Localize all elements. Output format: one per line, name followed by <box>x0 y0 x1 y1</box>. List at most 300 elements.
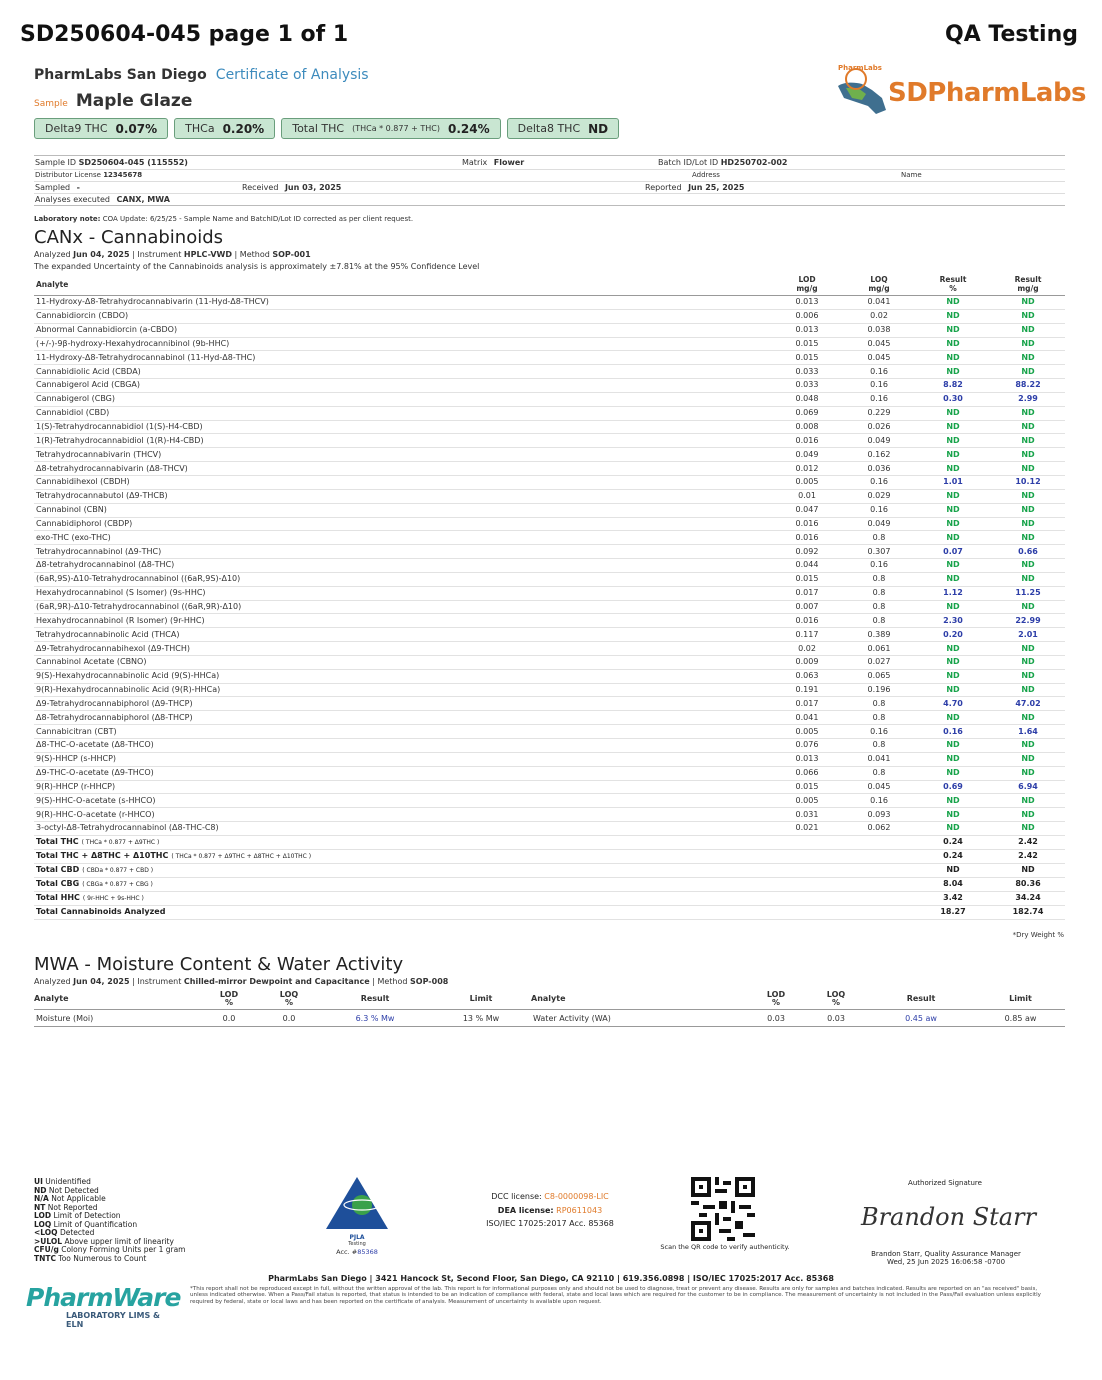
analyte-name: Cannabidihexol (CBDH) <box>34 475 771 489</box>
analyte-lod: 0.066 <box>771 766 843 780</box>
analyte-lod: 0.016 <box>771 531 843 545</box>
total-lod <box>771 905 843 919</box>
distributor <box>35 171 142 179</box>
analyte-name: 9(S)-HHC-O-acetate (s-HHCO) <box>34 794 771 808</box>
water-activity-name: Water Activity (WA) <box>531 1010 746 1027</box>
col-lod-label: LOD <box>798 275 816 284</box>
mwa-title: MWA - Moisture Content & Water Activity <box>34 954 404 975</box>
water-activity-result: 0.45 aw <box>866 1010 976 1027</box>
received <box>242 183 341 192</box>
col-result-unit: % <box>949 284 957 293</box>
result-mg: ND <box>991 462 1065 476</box>
result-mg: ND <box>991 794 1065 808</box>
table-row <box>34 725 1065 739</box>
result-mg: 6.94 <box>991 780 1065 794</box>
col-loq <box>843 273 915 296</box>
sample-id-value: SD250604-045 (115552) <box>78 158 188 167</box>
analyte-loq: 0.062 <box>843 822 915 836</box>
table-row <box>34 392 1065 406</box>
table-row <box>34 739 1065 753</box>
total-lod <box>771 891 843 905</box>
badge-label: Delta8 THC <box>517 122 581 135</box>
result-mg: 2.01 <box>991 628 1065 642</box>
analyte-loq: 0.307 <box>843 545 915 559</box>
legend-abbr: N/A <box>34 1194 49 1203</box>
analyte-lod: 0.005 <box>771 794 843 808</box>
total-formula: ( CBDa * 0.877 + CBD ) <box>82 866 154 874</box>
result-pct: ND <box>915 448 991 462</box>
result-mg: ND <box>991 323 1065 337</box>
col-limit: Limit <box>976 989 1065 1010</box>
total-mg: ND <box>991 863 1065 877</box>
analyte-loq: 0.8 <box>843 711 915 725</box>
analyte-lod: 0.017 <box>771 586 843 600</box>
result-mg: 11.25 <box>991 586 1065 600</box>
table-row <box>34 752 1065 766</box>
pjla-acc-value: 85368 <box>357 1248 378 1256</box>
analyte-lod: 0.015 <box>771 780 843 794</box>
pjla-name: PJLA <box>349 1234 365 1241</box>
analyte-name: 9(S)-HHCP (s-HHCP) <box>34 752 771 766</box>
table-row <box>34 351 1065 365</box>
result-mg: ND <box>991 337 1065 351</box>
analyte-name: (+/-)-9β-hydroxy-Hexahydrocannibinol (9b-HHC) <box>34 337 771 351</box>
legend-abbr: LOD <box>34 1211 52 1220</box>
total-pct: 0.24 <box>915 849 991 863</box>
col-loq <box>259 989 319 1010</box>
dry-weight-note: *Dry Weight % <box>1012 931 1064 939</box>
result-pct: ND <box>915 808 991 822</box>
table-row <box>34 683 1065 697</box>
table-row <box>34 711 1065 725</box>
total-label: Total THC <box>36 836 79 846</box>
analyte-loq: 0.038 <box>843 323 915 337</box>
analyte-lod: 0.016 <box>771 517 843 531</box>
total-lod <box>771 877 843 891</box>
sample-name: Maple Glaze <box>75 91 193 111</box>
analyte-name: Δ9-Tetrahydrocannabihexol (Δ9-THCH) <box>34 642 771 656</box>
total-formula: ( 9r-HHC + 9s-HHC ) <box>82 894 144 902</box>
analyte-lod: 0.033 <box>771 365 843 379</box>
table-header-row <box>34 273 1065 296</box>
total-loq <box>843 849 915 863</box>
result-mg: ND <box>991 766 1065 780</box>
result-pct: ND <box>915 434 991 448</box>
footer-disclaimer: *This report shall not be reproduced except in full, without the written approval of the lab. This report is for informational purposes only and should not be used to diagnose, treat or prevent any disease. Results are only for samples and batches indicated. Results are reported on an "as received" basis, unless indicated otherwise. When a Pass/Fail status is reported, that status is intended to be an indication of compliance with federal, state and local laws which are required for the customer to be in compliance. The measurement of uncertainty is not included in the Pass/Fail evaluation unless explicitly required by federal, state or local laws and has been reported on the certificate of analysis. Measurement of uncertainty is available upon request. <box>190 1286 1041 1305</box>
result-mg: ND <box>991 600 1065 614</box>
col-result-label: Result <box>1014 275 1042 284</box>
result-mg: ND <box>991 309 1065 323</box>
analyte-lod: 0.007 <box>771 600 843 614</box>
legend-text: Limit of Quantification <box>53 1219 138 1229</box>
result-mg: ND <box>991 559 1065 573</box>
analyte-loq: 0.16 <box>843 559 915 573</box>
total-label: Total CBD <box>36 864 80 874</box>
analyte-loq: 0.049 <box>843 517 915 531</box>
table-row <box>34 517 1065 531</box>
result-pct: ND <box>915 559 991 573</box>
analyte-name: 11-Hydroxy-Δ8-Tetrahydrocannabivarin (11-Hyd-Δ8-THCV) <box>34 296 771 310</box>
analyte-name: Cannabinol Acetate (CBNO) <box>34 655 771 669</box>
table-row <box>34 434 1065 448</box>
analyte-loq: 0.02 <box>843 309 915 323</box>
legend-text: Not Reported <box>47 1202 98 1212</box>
legend-abbr: ND <box>34 1185 47 1195</box>
table-row <box>34 531 1065 545</box>
legend-abbr: CFU/g <box>34 1245 59 1254</box>
table-row <box>34 365 1065 379</box>
col-loq-label: LOQ <box>279 990 299 999</box>
method-label: Method <box>377 977 408 986</box>
total-formula: ( THCa * 0.877 + Δ9THC + Δ8THC + Δ10THC ) <box>171 852 312 860</box>
analyte-loq: 0.036 <box>843 462 915 476</box>
batch-value: HD250702-002 <box>720 158 788 167</box>
result-mg: 88.22 <box>991 379 1065 393</box>
method-value: SOP-001 <box>272 250 311 259</box>
analyte-lod: 0.117 <box>771 628 843 642</box>
analyte-name: 9(R)-HHCP (r-HHCP) <box>34 780 771 794</box>
total-mg: 34.24 <box>991 891 1065 905</box>
cannabinoids-table <box>34 273 1065 920</box>
result-mg: ND <box>991 531 1065 545</box>
analyte-loq: 0.045 <box>843 337 915 351</box>
legend-abbr: <LOQ <box>34 1228 58 1237</box>
result-mg: ND <box>991 808 1065 822</box>
distributor-label: Distributor License <box>35 171 101 179</box>
sampled-label: Sampled <box>35 183 71 192</box>
analyte-lod: 0.021 <box>771 822 843 836</box>
batch-id <box>658 158 787 167</box>
moisture-limit: 13 % Mw <box>431 1010 531 1027</box>
col-loq-label: LOQ <box>826 990 846 999</box>
total-pct: 8.04 <box>915 877 991 891</box>
legend-text: Colony Forming Units per 1 gram <box>61 1245 186 1254</box>
col-lod-unit: % <box>224 998 233 1007</box>
result-pct: ND <box>915 655 991 669</box>
instrument-label: Instrument <box>137 250 182 259</box>
analyte-name: Cannabidiphorol (CBDP) <box>34 517 771 531</box>
analyte-name: Tetrahydrocannabutol (Δ9-THCB) <box>34 489 771 503</box>
table-row <box>34 655 1065 669</box>
badge-label: Total THC <box>292 122 345 135</box>
table-row <box>34 780 1065 794</box>
result-mg: ND <box>991 406 1065 420</box>
matrix-value: Flower <box>493 158 525 167</box>
analyte-name: 9(S)-Hexahydrocannabinolic Acid (9(S)-HHCa) <box>34 669 771 683</box>
table-row <box>34 697 1065 711</box>
pharmware-tagline: LABORATORY LIMS & ELN <box>66 1311 161 1329</box>
pjla-acc-label: Acc. # <box>336 1248 358 1256</box>
table-row <box>34 669 1065 683</box>
legend-text: Not Applicable <box>51 1194 106 1203</box>
table-row <box>34 572 1065 586</box>
analyte-loq: 0.065 <box>843 669 915 683</box>
license-block <box>470 1190 630 1231</box>
canx-title: CANx - Cannabinoids <box>34 227 224 248</box>
analyte-loq: 0.16 <box>843 475 915 489</box>
table-row <box>34 503 1065 517</box>
total-pct: 3.42 <box>915 891 991 905</box>
total-lod <box>771 863 843 877</box>
moisture-header-row <box>34 989 1065 1010</box>
report-id: SD250604-045 page 1 of 1 <box>20 22 349 47</box>
analyte-loq: 0.389 <box>843 628 915 642</box>
analyses-executed <box>35 195 170 204</box>
analyte-loq: 0.8 <box>843 586 915 600</box>
result-mg: 47.02 <box>991 697 1065 711</box>
logo-wordmark: SDPharmLabs <box>888 78 1087 108</box>
badge-label: Delta9 THC <box>45 122 108 135</box>
footer-address: PharmLabs San Diego | 3421 Hancock St, Second Floor, San Diego, CA 92110 | 619.356.0898 | ISO/IEC 17025:2017 Acc. 85368 <box>268 1274 834 1283</box>
analyte-lod: 0.092 <box>771 545 843 559</box>
moisture-result: 6.3 % Mw <box>319 1010 431 1027</box>
pharmware-wordmark: PharmWare <box>26 1283 181 1312</box>
total-label: Total HHC <box>36 892 80 902</box>
result-pct: ND <box>915 351 991 365</box>
analyte-loq: 0.16 <box>843 794 915 808</box>
moisture-row <box>34 1010 1065 1027</box>
analyte-name: Cannabicitran (CBT) <box>34 725 771 739</box>
dcc-license <box>470 1190 630 1204</box>
analyte-lod: 0.013 <box>771 752 843 766</box>
dea-label: DEA license: <box>497 1205 554 1215</box>
signatory-name: Brandon Starr, Quality Assurance Manager <box>871 1250 1021 1258</box>
badge-formula: (THCa * 0.877 + THC) <box>352 124 440 133</box>
result-mg: ND <box>991 642 1065 656</box>
canx-analyzed-line: Analyzed Jun 04, 2025 | Instrument HPLC-VWD | Method SOP-001 <box>34 250 311 259</box>
analyzed-date: Jun 04, 2025 <box>73 977 130 986</box>
pjla-logo-icon <box>322 1175 392 1230</box>
sdpharmlabs-logo <box>832 64 1087 120</box>
result-mg: ND <box>991 296 1065 310</box>
water-activity-limit: 0.85 aw <box>976 1010 1065 1027</box>
result-mg: ND <box>991 351 1065 365</box>
iso-accreditation: ISO/IEC 17025:2017 Acc. 85368 <box>486 1219 614 1228</box>
analyte-lod: 0.012 <box>771 462 843 476</box>
result-pct: 8.82 <box>915 379 991 393</box>
badge-label: THCa <box>185 122 215 135</box>
lab-name: PharmLabs San Diego <box>34 67 207 83</box>
result-pct: ND <box>915 739 991 753</box>
result-mg: ND <box>991 752 1065 766</box>
total-name <box>34 905 771 919</box>
total-name <box>34 891 771 905</box>
distributor-value: 12345678 <box>103 171 143 179</box>
result-pct: ND <box>915 531 991 545</box>
col-loq <box>806 989 866 1010</box>
lab-heading <box>34 64 369 83</box>
total-mg: 80.36 <box>991 877 1065 891</box>
col-result-unit: mg/g <box>1017 284 1039 293</box>
result-pct: 2.30 <box>915 614 991 628</box>
result-pct: 4.70 <box>915 697 991 711</box>
instrument-value: Chilled-mirror Dewpoint and Capacitance <box>183 977 370 986</box>
col-analyte: Analyte <box>531 989 746 1010</box>
analyte-name: Cannabigerol Acid (CBGA) <box>34 379 771 393</box>
analyte-name: 9(R)-HHC-O-acetate (r-HHCO) <box>34 808 771 822</box>
table-row <box>34 406 1065 420</box>
cannabinoids-body <box>34 296 1065 920</box>
badge-value: 0.20% <box>222 121 265 136</box>
col-result-label: Result <box>939 275 967 284</box>
lab-note <box>34 215 413 223</box>
analyte-lod: 0.017 <box>771 697 843 711</box>
result-mg: 2.99 <box>991 392 1065 406</box>
analyte-loq: 0.16 <box>843 503 915 517</box>
moisture-name: Moisture (Moi) <box>34 1010 199 1027</box>
analyzed-label: Analyzed <box>34 250 71 259</box>
analyte-name: 11-Hydroxy-Δ8-Tetrahydrocannabinol (11-Hyd-Δ8-THC) <box>34 351 771 365</box>
col-result-pct <box>915 273 991 296</box>
total-mg: 182.74 <box>991 905 1065 919</box>
col-loq-unit: % <box>831 998 840 1007</box>
total-loq <box>843 905 915 919</box>
result-mg: ND <box>991 822 1065 836</box>
analyte-lod: 0.048 <box>771 392 843 406</box>
analyte-loq: 0.8 <box>843 600 915 614</box>
analyte-name: Tetrahydrocannabinolic Acid (THCA) <box>34 628 771 642</box>
abbreviation-legend <box>34 1178 185 1263</box>
table-row <box>34 337 1065 351</box>
table-row <box>34 559 1065 573</box>
logo-text <box>888 78 1086 108</box>
result-mg: ND <box>991 489 1065 503</box>
result-mg: ND <box>991 448 1065 462</box>
analyzed-label: Analyzed <box>34 977 71 986</box>
col-result-mg <box>991 273 1065 296</box>
analyte-lod: 0.063 <box>771 669 843 683</box>
analyte-loq: 0.045 <box>843 351 915 365</box>
table-row <box>34 545 1065 559</box>
col-limit: Limit <box>431 989 531 1010</box>
water-activity-lod: 0.03 <box>746 1010 806 1027</box>
col-lod-unit: mg/g <box>796 284 818 293</box>
total-loq <box>843 835 915 849</box>
analyte-lod: 0.005 <box>771 475 843 489</box>
signatory <box>846 1250 1046 1266</box>
analyte-loq: 0.8 <box>843 572 915 586</box>
total-row <box>34 877 1065 891</box>
table-row <box>34 379 1065 393</box>
lab-note-label: Laboratory note: <box>34 215 101 223</box>
pharmware-logo <box>26 1283 181 1329</box>
total-lod <box>771 835 843 849</box>
analyte-lod: 0.031 <box>771 808 843 822</box>
total-name <box>34 863 771 877</box>
received-label: Received <box>242 183 279 192</box>
total-pct: ND <box>915 863 991 877</box>
col-lod <box>199 989 259 1010</box>
analyte-loq: 0.027 <box>843 655 915 669</box>
total-label: Total CBG <box>36 878 80 888</box>
analyte-loq: 0.16 <box>843 725 915 739</box>
total-lod <box>771 849 843 863</box>
total-label: Total Cannabinoids Analyzed <box>36 906 166 916</box>
result-pct: ND <box>915 572 991 586</box>
result-pct: ND <box>915 323 991 337</box>
result-pct: ND <box>915 642 991 656</box>
signature-datetime: Wed, 25 Jun 2025 16:06:58 -0700 <box>886 1258 1006 1266</box>
dcc-label: DCC license: <box>491 1192 542 1201</box>
analyte-name: Δ9-Tetrahydrocannabiphorol (Δ9-THCP) <box>34 697 771 711</box>
col-loq-unit: % <box>284 998 293 1007</box>
table-row <box>34 614 1065 628</box>
doc-type: Certificate of Analysis <box>215 67 369 83</box>
result-pct: ND <box>915 766 991 780</box>
total-formula: ( THCa * 0.877 + Δ9THC ) <box>81 838 160 846</box>
result-pct: 0.30 <box>915 392 991 406</box>
total-name <box>34 835 771 849</box>
analyte-loq: 0.229 <box>843 406 915 420</box>
analyses-value: CANX, MWA <box>116 195 170 204</box>
result-pct: ND <box>915 406 991 420</box>
total-row <box>34 849 1065 863</box>
qr-code[interactable] <box>691 1177 755 1241</box>
analyte-loq: 0.16 <box>843 365 915 379</box>
legend-text: Unidentified <box>45 1177 91 1186</box>
analyte-name: Δ8-Tetrahydrocannabiphorol (Δ8-THCP) <box>34 711 771 725</box>
total-row <box>34 835 1065 849</box>
analyte-lod: 0.006 <box>771 309 843 323</box>
analyte-name: (6aR,9S)-Δ10-Tetrahydrocannabinol ((6aR,9S)-Δ10) <box>34 572 771 586</box>
analyte-lod: 0.015 <box>771 337 843 351</box>
badge-delta8-thc <box>507 118 620 139</box>
result-pct: ND <box>915 420 991 434</box>
dea-license <box>470 1204 630 1218</box>
analyte-name: Cannabidiolic Acid (CBDA) <box>34 365 771 379</box>
table-row <box>34 586 1065 600</box>
uncertainty-note: The expanded Uncertainty of the Cannabinoids analysis is approximately ±7.81% at the 95% Confidence Level <box>34 262 480 271</box>
result-pct: 0.69 <box>915 780 991 794</box>
result-pct: ND <box>915 517 991 531</box>
table-row <box>34 296 1065 310</box>
pjla-sub: Testing <box>348 1241 366 1247</box>
dea-value: RP0611043 <box>556 1205 603 1215</box>
analyte-loq: 0.026 <box>843 420 915 434</box>
analyte-loq: 0.8 <box>843 697 915 711</box>
analyte-name: Tetrahydrocannabinol (Δ9-THC) <box>34 545 771 559</box>
col-analyte: Analyte <box>34 989 199 1010</box>
analyte-lod: 0.009 <box>771 655 843 669</box>
legend-abbr: LOQ <box>34 1219 52 1229</box>
signature-label: Authorized Signature <box>908 1179 982 1187</box>
matrix-label: Matrix <box>462 158 488 167</box>
sample-id <box>35 158 188 167</box>
result-pct: 0.20 <box>915 628 991 642</box>
logo-top-text: PharmLabs <box>838 64 882 72</box>
legend-abbr: >ULOL <box>34 1236 63 1246</box>
california-map-icon <box>832 64 894 120</box>
badge-delta9-thc <box>34 118 168 139</box>
result-pct: 0.16 <box>915 725 991 739</box>
sample-heading <box>34 91 192 111</box>
legend-text: Detected <box>59 1228 95 1237</box>
result-mg: ND <box>991 739 1065 753</box>
badge-total-thc <box>281 118 500 139</box>
total-label: Total THC + Δ8THC + Δ10THC <box>36 850 169 860</box>
legend-text: Above upper limit of linearity <box>64 1236 174 1246</box>
total-mg: 2.42 <box>991 849 1065 863</box>
method-value: SOP-008 <box>410 977 449 986</box>
badge-value: ND <box>588 121 609 136</box>
total-row <box>34 905 1065 919</box>
analyte-loq: 0.8 <box>843 531 915 545</box>
analyte-name: Cannabidiorcin (CBDO) <box>34 309 771 323</box>
analyte-loq: 0.8 <box>843 739 915 753</box>
table-row <box>34 794 1065 808</box>
badge-thca <box>174 118 275 139</box>
badge-value: 0.07% <box>115 121 158 136</box>
